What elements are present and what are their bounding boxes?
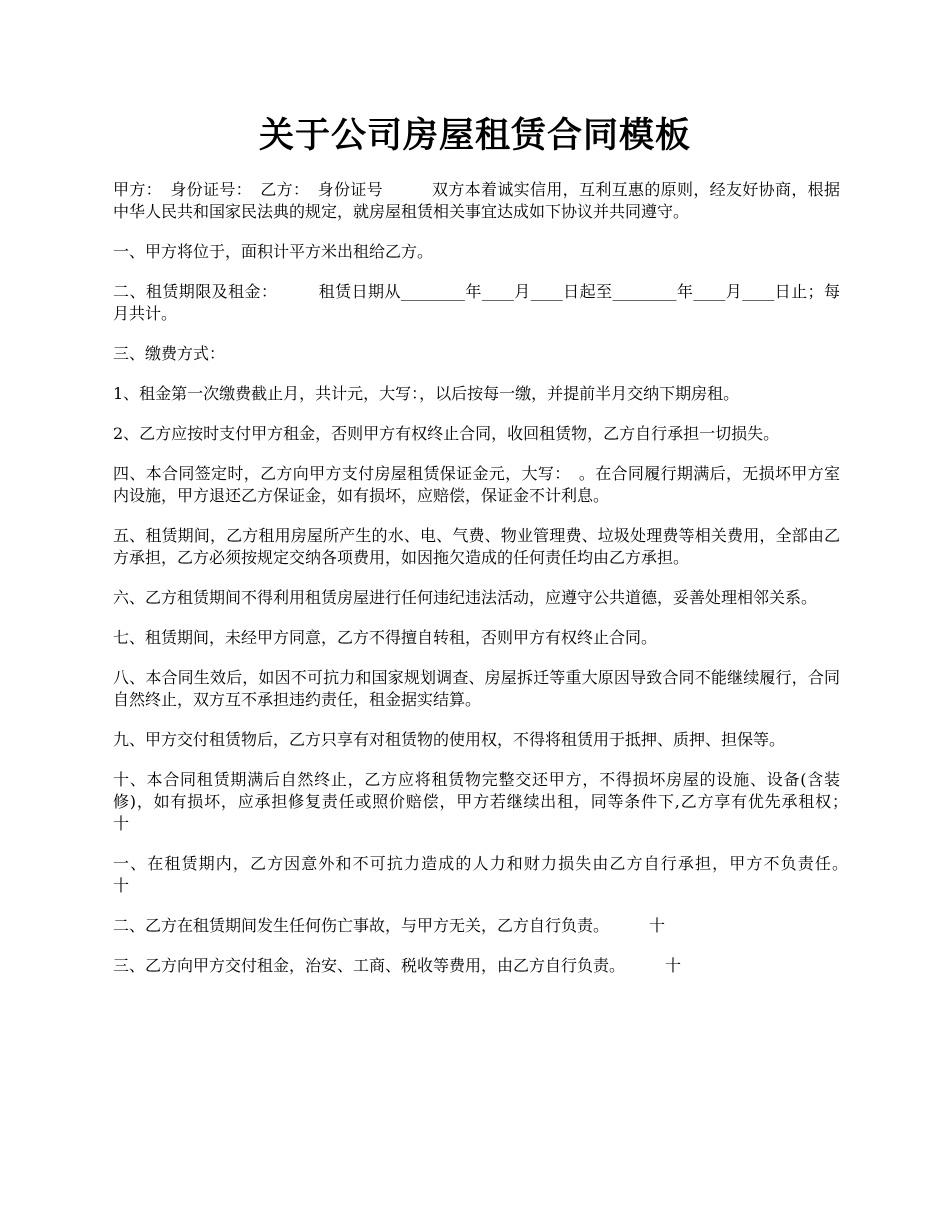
- paragraph-clause-11: 一、在租赁期内，乙方因意外和不可抗力造成的人力和财力损失由乙方自行承担，甲方不负责任。 十: [113, 854, 889, 895]
- paragraph-clause-8: 八、本合同生效后，如因不可抗力和国家规划调查、房屋拆迁等重大原因导致合同不能继续履行，合同自然终止，双方互不承担违约责任，租金据实结算。: [113, 668, 840, 709]
- paragraph-clause-4: 四、本合同签定时，乙方向甲方支付房屋租赁保证金元，大写： 。在合同履行期满后，无损坏甲方室内设施，甲方退还乙方保证金，如有损坏，应赔偿，保证金不计利息。: [113, 464, 840, 505]
- paragraph-clause-3: 三、缴费方式：: [113, 344, 226, 363]
- paragraph-clause-9: 九、甲方交付租赁物后，乙方只享有对租赁物的使用权，不得将租赁用于抵押、质押、担保等。: [113, 730, 786, 749]
- document-body: [113, 179, 889, 995]
- paragraph-clause-7: 七、租赁期间，未经甲方同意，乙方不得擅自转租，否则甲方有权终止合同。: [113, 628, 658, 647]
- paragraph-clause-2: 二、租赁期限及租金： 租赁日期从________年____月____日起至________年____月____日止；每月共计。: [113, 282, 840, 323]
- paragraph-parties: 甲方： 身份证号： 乙方： 身份证号 双方本着诚实信用，互利互惠的原则，经友好协商，根据中华人民共和国家民法典的规定，就房屋租赁相关事宜达成如下协议并共同遵守。: [113, 180, 840, 221]
- paragraph-clause-1: 一、甲方将位于，面积计平方米出租给乙方。: [113, 242, 434, 261]
- paragraph-clause-3-2: 2、乙方应按时支付甲方租金，否则甲方有权终止合同，收回租赁物，乙方自行承担一切损失。: [113, 424, 780, 443]
- paragraph-clause-12: 二、乙方在租赁期间发生任何伤亡事故，与甲方无关，乙方自行负责。 十: [113, 916, 666, 935]
- paragraph-clause-10: 十、本合同租赁期满后自然终止，乙方应将租赁物完整交还甲方，不得损坏房屋的设施、设备(含装修)，如有损坏，应承担修复责任或照价赔偿，甲方若继续出租，同等条件下,乙方享有优先承租权； 十: [113, 770, 889, 833]
- paragraph-clause-6: 六、乙方租赁期间不得利用租赁房屋进行任何违纪违法活动，应遵守公共道德，妥善处理相邻关系。: [113, 588, 818, 607]
- document-title: 关于公司房屋租赁合同模板: [258, 115, 691, 156]
- paragraph-clause-3-1: 1、租金第一次缴费截止月，共计元，大写：，以后按每一缴，并提前半月交纳下期房租。: [113, 384, 740, 403]
- paragraph-clause-5: 五、租赁期间，乙方租用房屋所产生的水、电、气费、物业管理费、垃圾处理费等相关费用，全部由乙方承担，乙方必须按规定交纳各项费用，如因拖欠造成的任何责任均由乙方承担。: [113, 526, 840, 567]
- paragraph-clause-13: 三、乙方向甲方交付租金，治安、工商、税收等费用，由乙方自行负责。 十: [113, 956, 682, 975]
